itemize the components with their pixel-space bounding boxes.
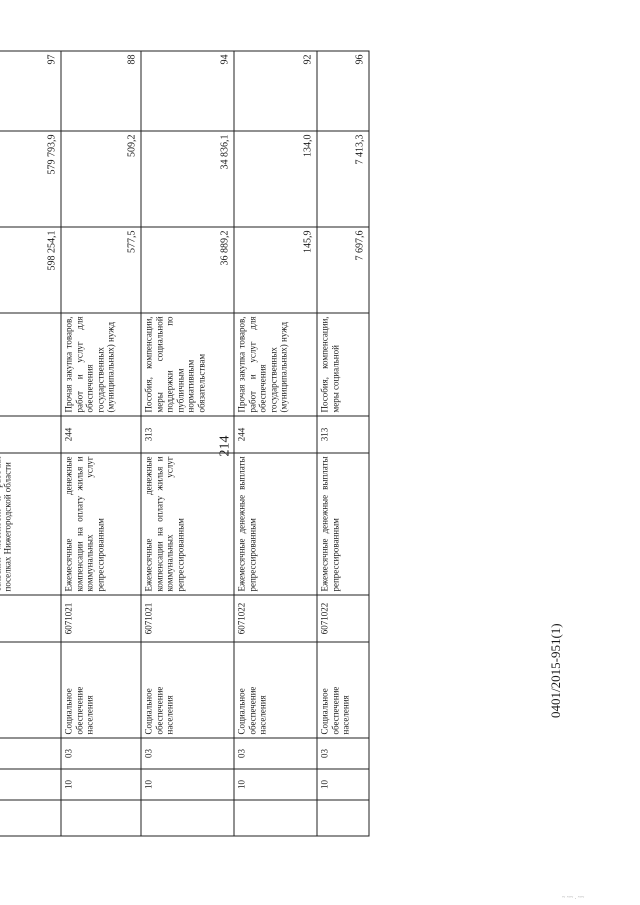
plan-cell: 145,9 [234,226,317,312]
section-cell: 10 [317,769,369,800]
vr-cell: 313 [317,416,369,453]
done-cell: 34 836,1 [141,130,234,226]
vr-name-cell: Пособия, компенсации, меры социальной поддержки по публичным нормативным обязательствам [141,312,234,415]
section-cell: 10 [141,769,234,800]
vr-cell [0,416,61,453]
csr-cell [0,595,61,642]
done-cell: 509,2 [61,130,141,226]
subsection-cell [0,738,61,769]
csr-cell: 6071022 [317,595,369,642]
section-name-cell: Социальное обеспечение населения [317,642,369,738]
section-name-cell: Социальное обеспечение населения [234,642,317,738]
section-name-cell [0,642,61,738]
document-code: 0401/2015-951(1) [548,623,563,718]
done-cell: 7 413,3 [317,130,369,226]
table-body [0,50,369,835]
csr-name-cell: Ежемесячные денежные компенсации на оплату жилья и коммунальных услуг репрессированным [141,453,234,595]
budget-table [0,50,369,836]
section-cell: 10 [61,769,141,800]
csr-name-cell: Ежемесячные денежные компенсации на оплату жилья и коммунальных услуг репрессированным [61,453,141,595]
csr-cell: 6071022 [234,595,317,642]
vr-cell: 244 [61,416,141,453]
dept-cell [317,800,369,836]
table-row [61,50,141,835]
dept-cell [0,800,61,836]
dept-cell [141,800,234,836]
percent-cell: 96 [317,50,369,130]
section-cell [0,769,61,800]
percent-cell: 88 [61,50,141,130]
table-row [234,50,317,835]
vr-cell: 244 [234,416,317,453]
vr-name-cell: Прочая закупка товаров, работ и услуг для обеспечения государственных (муниципальных) нужд [61,312,141,415]
plan-cell: 598 254,1 [0,226,61,312]
table-row [141,50,234,835]
plan-cell: 7 697,6 [317,226,369,312]
csr-cell: 6071021 [61,595,141,642]
vr-name-cell [0,312,61,415]
table-row [317,50,369,835]
vr-name-cell: Пособия, компенсации, меры социальной [317,312,369,415]
subsection-cell: 03 [317,738,369,769]
subsection-cell: 03 [234,738,317,769]
csr-name-cell: поселках Нижегородской области [0,453,61,595]
section-cell: 10 [234,769,317,800]
done-cell: 579 793,9 [0,130,61,226]
scan-mark: ~ ~~ . ~~ [562,895,585,901]
plan-cell: 36 889,2 [141,226,234,312]
done-cell: 134,0 [234,130,317,226]
csr-name-cell: Ежемесячные денежные выплаты репрессированным [234,453,317,595]
table-row [0,50,61,835]
plan-cell: 577,5 [61,226,141,312]
section-name-cell: Социальное обеспечение населения [141,642,234,738]
subsection-cell: 03 [61,738,141,769]
rotated-budget-table [0,51,366,836]
vr-name-cell: Прочая закупка товаров, работ и услуг для обеспечения государственных (муниципальных) нужд [234,312,317,415]
csr-name-cell: Ежемесячные денежные выплаты репрессированным [317,453,369,595]
percent-cell: 97 [0,50,61,130]
percent-cell: 94 [141,50,234,130]
dept-cell [234,800,317,836]
percent-cell: 92 [234,50,317,130]
section-name-cell: Социальное обеспечение населения [61,642,141,738]
dept-cell [61,800,141,836]
csr-cell: 6071021 [141,595,234,642]
subsection-cell: 03 [141,738,234,769]
page-number: 214 [217,435,233,457]
vr-cell: 313 [141,416,234,453]
